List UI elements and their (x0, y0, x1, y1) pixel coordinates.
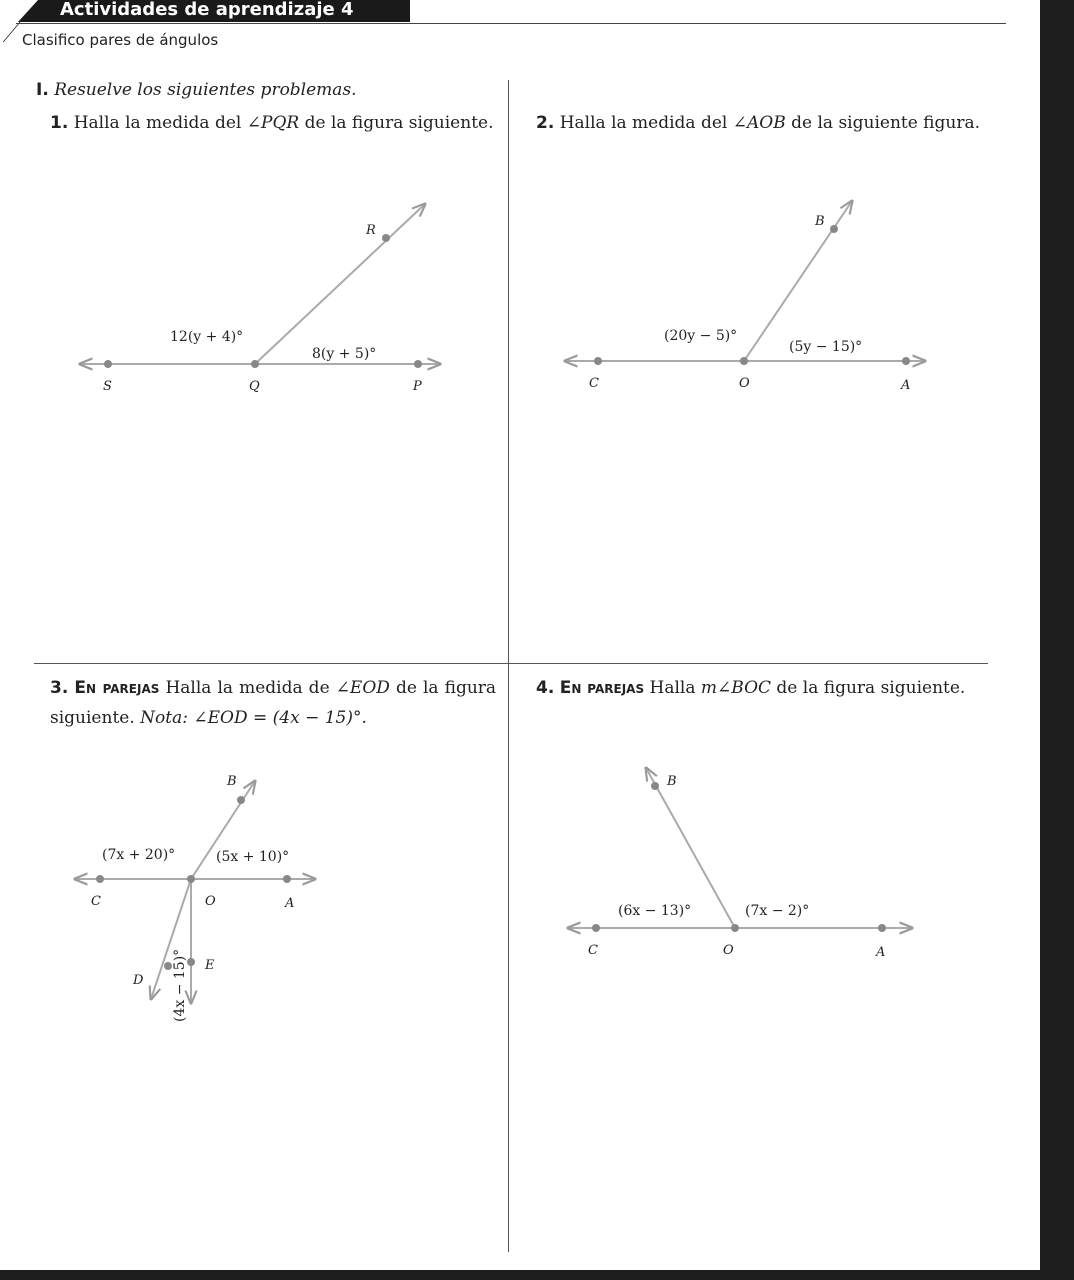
angle-label-bottom: (4x − 15)° (172, 948, 188, 1022)
point-s (104, 360, 112, 368)
problem-text: de la figura siguiente. (50, 678, 497, 728)
label-o: O (739, 376, 750, 391)
angle-name: ∠EOD (335, 678, 390, 698)
angle-label-left: (6x − 13)° (618, 903, 692, 919)
figure-4 (568, 768, 912, 960)
label-b: B (227, 774, 237, 789)
problem-number: 3. (50, 678, 69, 698)
point-b (651, 782, 659, 790)
label-q: Q (249, 379, 260, 394)
label-c: C (91, 894, 101, 909)
point-a (902, 357, 910, 365)
angle-label-left: (20y − 5)° (664, 328, 738, 344)
label-r: R (366, 223, 376, 238)
point-a (878, 924, 886, 932)
figure-2 (565, 201, 925, 393)
problem-text: de la figura siguiente. (304, 113, 494, 133)
angle-label-right: (5y − 15)° (789, 339, 863, 355)
angle-label-right: (5x + 10)° (216, 849, 290, 865)
point-e (187, 958, 195, 966)
point-o (731, 924, 739, 932)
label-a: A (901, 378, 911, 393)
point-o (740, 357, 748, 365)
ray-ob (744, 201, 852, 361)
problem-text: Halla la medida del (559, 113, 728, 133)
section-number: I. (36, 80, 49, 100)
point-c (96, 875, 104, 883)
label-d: D (133, 973, 144, 988)
figure-3 (75, 774, 315, 1022)
angle-label-right: (7x − 2)° (745, 903, 810, 919)
bottom-edge-band (0, 1270, 1040, 1280)
section-instruction: Resuelve los siguientes problemas. (54, 80, 357, 100)
problem-text: de la figura siguiente. (776, 678, 966, 698)
label-p: P (413, 379, 422, 394)
angle-label-left: (7x + 20)° (102, 847, 176, 863)
pairs-tag: En parejas (74, 678, 160, 698)
angle-label-right: 8(y + 5)° (312, 346, 377, 362)
angle-label-left: 12(y + 4)° (170, 329, 244, 345)
problem-number: 1. (50, 113, 69, 133)
problem-number: 2. (536, 113, 555, 133)
angle-name: ∠PQR (246, 113, 300, 133)
ray-qr (255, 204, 425, 364)
angle-name: ∠AOB (732, 113, 786, 133)
point-a (283, 875, 291, 883)
problem-text: de la siguiente figura. (791, 113, 981, 133)
point-b (237, 796, 245, 804)
note-expression: ∠EOD = (4x − 15)°. (193, 708, 367, 728)
label-b: B (815, 214, 825, 229)
point-c (592, 924, 600, 932)
label-a: A (876, 945, 886, 960)
point-p (414, 360, 422, 368)
figure-1 (80, 204, 440, 394)
label-a: A (285, 896, 295, 911)
angle-name: m∠BOC (700, 678, 772, 698)
page-title: Actividades de aprendizaje 4 (60, 0, 354, 20)
right-edge-band (1040, 0, 1074, 1280)
pairs-tag: En parejas (559, 678, 645, 698)
label-e: E (205, 958, 215, 973)
label-c: C (588, 943, 598, 958)
note-label: Nota: (140, 708, 188, 728)
label-c: C (589, 376, 599, 391)
point-d (164, 962, 172, 970)
problem-text: Halla la medida del (73, 113, 242, 133)
label-b: B (667, 774, 677, 789)
point-q (251, 360, 259, 368)
label-s: S (103, 379, 112, 394)
point-c (594, 357, 602, 365)
point-b (830, 225, 838, 233)
label-o: O (205, 894, 216, 909)
point-o (187, 875, 195, 883)
point-r (382, 234, 390, 242)
problem-number: 4. (536, 678, 555, 698)
problem-text: Halla (649, 678, 696, 698)
problem-text: Halla la medida de (165, 678, 330, 698)
label-o: O (723, 943, 734, 958)
page-subtitle: Clasifico pares de ángulos (22, 31, 219, 49)
